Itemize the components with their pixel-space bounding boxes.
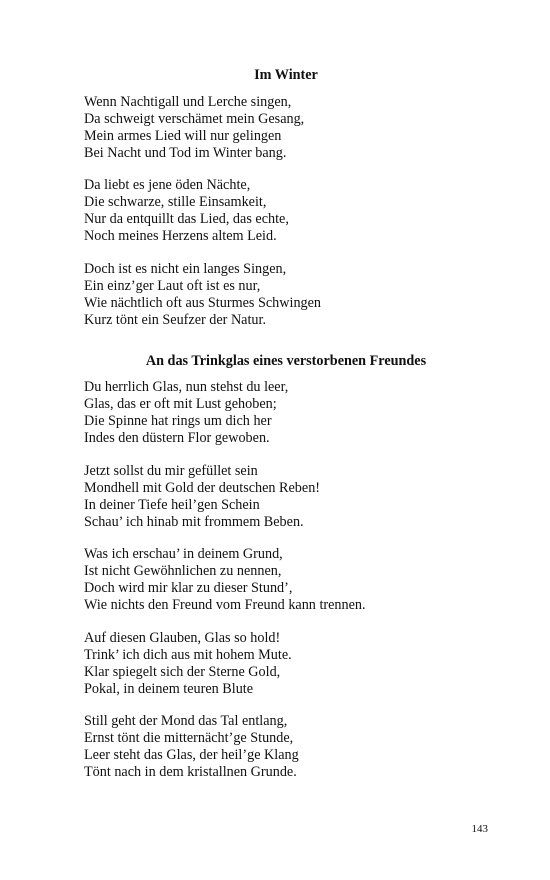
verse-line: Nur da entquillt das Lied, das echte,: [84, 211, 289, 228]
stanza: [84, 261, 321, 329]
verse-line: Leer steht das Glas, der heil’ge Klang: [84, 747, 299, 764]
verse-line: Die schwarze, stille Einsamkeit,: [84, 194, 267, 211]
verse-line: Wenn Nachtigall und Lerche singen,: [84, 94, 292, 110]
verse-line: Glas, das er oft mit Lust gehoben;: [84, 396, 277, 413]
verse-line: Indes den düstern Flor gewoben.: [84, 430, 270, 447]
verse-line: Schau’ ich hinab mit frommem Beben.: [84, 514, 304, 531]
verse-line: Mondhell mit Gold der deutschen Reben!: [84, 480, 321, 497]
stanza: [84, 463, 320, 531]
verse-line: Ist nicht Gewöhnlichen zu nennen,: [84, 563, 282, 580]
verse-line: Trink’ ich dich aus mit hohem Mute.: [84, 647, 292, 664]
verse-line: Auf diesen Glauben, Glas so hold!: [84, 630, 281, 646]
verse-line: Tönt nach in dem kristallnen Grunde.: [84, 764, 297, 781]
verse-line: Die Spinne hat rings um dich her: [84, 413, 272, 430]
verse-line: Mein armes Lied will nur gelingen: [84, 128, 282, 145]
stanza: [84, 630, 292, 698]
verse-line: Still geht der Mond das Tal entlang,: [84, 713, 288, 729]
verse-line: Pokal, in deinem teuren Blute: [84, 681, 254, 698]
verse-line: Was ich erschau’ in deinem Grund,: [84, 546, 283, 562]
verse-line: Jetzt sollst du mir gefüllet sein: [84, 463, 258, 479]
verse-line: Doch ist es nicht ein langes Singen,: [84, 261, 287, 277]
verse-line: Doch wird mir klar zu dieser Stund’,: [84, 580, 293, 597]
verse-line: Da liebt es jene öden Nächte,: [84, 177, 251, 193]
poem-title-im-winter: Im Winter: [254, 67, 318, 83]
verse-line: Da schweigt verschämet mein Gesang,: [84, 111, 305, 128]
stanza: [84, 546, 366, 614]
stanza: [84, 177, 289, 245]
verse-line: Klar spiegelt sich der Sterne Gold,: [84, 664, 281, 681]
poem-title-trinkglas: An das Trinkglas eines verstorbenen Freundes: [145, 353, 427, 369]
stanza: [84, 713, 299, 781]
verse-line: Kurz tönt ein Seufzer der Natur.: [84, 312, 267, 329]
verse-line: Ernst tönt die mitternächt’ge Stunde,: [84, 730, 294, 747]
verse-line: Wie nichts den Freund vom Freund kann trennen.: [84, 597, 366, 614]
verse-line: In deiner Tiefe heil’gen Schein: [84, 497, 260, 514]
verse-line: Ein einz’ger Laut oft ist es nur,: [84, 278, 261, 295]
page-number: 143: [471, 823, 488, 835]
verse-line: Wie nächtlich oft aus Sturmes Schwingen: [84, 295, 322, 312]
verse-line: Bei Nacht und Tod im Winter bang.: [84, 145, 287, 162]
stanza: [84, 94, 304, 162]
verse-line: Du herrlich Glas, nun stehst du leer,: [84, 379, 289, 395]
verse-line: Noch meines Herzens altem Leid.: [84, 228, 277, 245]
stanza: [84, 379, 288, 447]
